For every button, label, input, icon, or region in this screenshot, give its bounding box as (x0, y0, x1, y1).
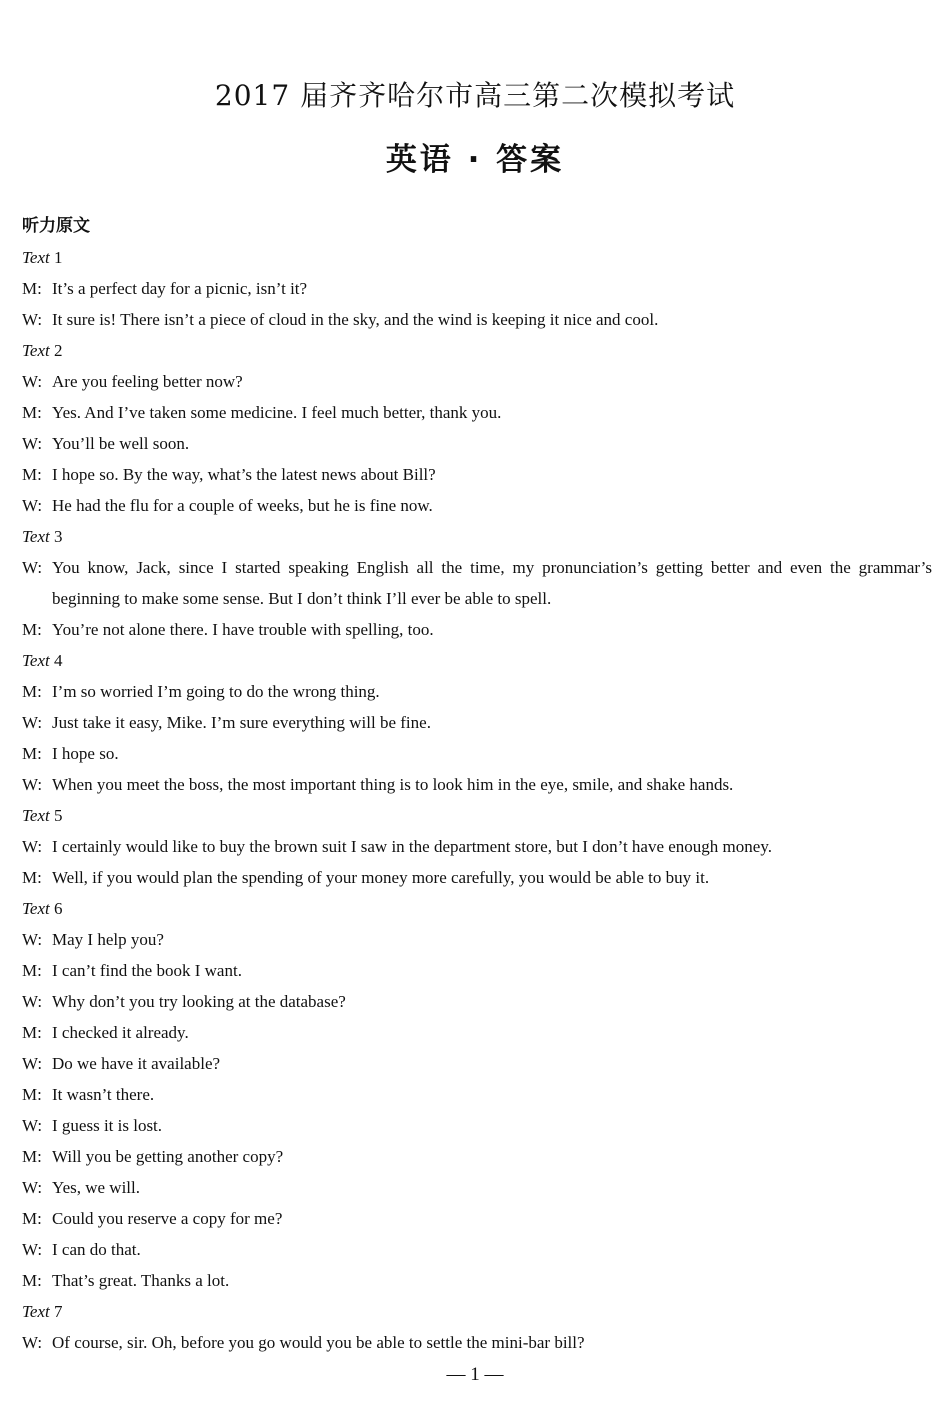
dialogue-text: That’s great. Thanks a lot. (52, 1271, 230, 1290)
dialogue-text: I’m so worried I’m going to do the wrong thing. (52, 682, 380, 701)
dialogue-text: Will you be getting another copy? (52, 1147, 284, 1166)
text-label-number: 4 (53, 651, 63, 670)
dialogue-line (22, 676, 932, 707)
speaker-label: M: (22, 1209, 42, 1228)
document-title: 2017 届齐齐哈尔市高三第二次模拟考试 (214, 79, 736, 112)
text-label-number: 5 (53, 806, 63, 825)
dialogue-text: Could you reserve a copy for me? (52, 1209, 283, 1228)
dialogue-line (22, 428, 932, 459)
dialogue-line (22, 769, 932, 800)
dialogue-line (22, 1141, 932, 1172)
text-label-number: 1 (53, 248, 63, 267)
dialogue-line (22, 738, 932, 769)
dialogue-text: You know, Jack, since I started speaking English all the time, my pronunciation’s getting better and even the grammar’s beginning to make some sense. But I don’t think I’ll ever be able to spell. (52, 558, 932, 608)
speaker-label: M: (22, 1085, 42, 1104)
text-label-word: Text (22, 651, 50, 670)
dialogue-line (22, 397, 932, 428)
dialogue-line (22, 1079, 932, 1110)
speaker-label: W: (22, 434, 43, 453)
text-label (22, 242, 932, 273)
text-label-number: 6 (53, 899, 63, 918)
dialogue-text: I checked it already. (52, 1023, 189, 1042)
speaker-label: W: (22, 837, 43, 856)
dialogue-line (22, 1048, 932, 1079)
dialogue-text: Yes. And I’ve taken some medicine. I feel much better, thank you. (52, 403, 502, 422)
text-label-word: Text (22, 1302, 50, 1321)
text-label-number: 3 (53, 527, 63, 546)
dialogue-text: I guess it is lost. (52, 1116, 163, 1135)
text-label (22, 335, 932, 366)
document-subtitle: 英语 · 答案 (385, 142, 565, 178)
dialogue-text: It’s a perfect day for a picnic, isn’t it? (52, 279, 308, 298)
dialogue-line (22, 986, 932, 1017)
dialogue-line (22, 831, 932, 862)
speaker-label: M: (22, 1271, 42, 1290)
speaker-label: W: (22, 372, 43, 391)
dialogue-line (22, 490, 932, 521)
dialogue-text: Do we have it available? (52, 1054, 221, 1073)
dialogue-line (22, 1017, 932, 1048)
dialogue-text: It sure is! There isn’t a piece of cloud in the sky, and the wind is keeping it nice and cool. (52, 310, 659, 329)
speaker-label: W: (22, 775, 43, 794)
dialogue-text: I can do that. (52, 1240, 141, 1259)
text-label (22, 893, 932, 924)
text-label-word: Text (22, 248, 50, 267)
dialogue-line (22, 1265, 932, 1296)
dialogue-text: I hope so. (52, 744, 119, 763)
dialogue-line (22, 924, 932, 955)
dialogue-line (22, 304, 932, 335)
dialogue-line (22, 1234, 932, 1265)
text-label-word: Text (22, 341, 50, 360)
dialogue-text: You’ll be well soon. (52, 434, 190, 453)
text-label (22, 800, 932, 831)
speaker-label: M: (22, 465, 42, 484)
dialogue-text: Are you feeling better now? (52, 372, 243, 391)
dialogue-line (22, 1110, 932, 1141)
dialogue-line (22, 707, 932, 738)
speaker-label: M: (22, 868, 42, 887)
speaker-label: M: (22, 682, 42, 701)
speaker-label: M: (22, 744, 42, 763)
dialogue-text: It wasn’t there. (52, 1085, 155, 1104)
dialogue-line (22, 862, 932, 893)
speaker-label: W: (22, 1178, 43, 1197)
speaker-label: W: (22, 1054, 43, 1073)
dialogue-text: Well, if you would plan the spending of your money more carefully, you would be able to buy it. (52, 868, 710, 887)
dialogue-line (22, 552, 932, 614)
text-label (22, 1296, 932, 1327)
dialogue-text: Just take it easy, Mike. I’m sure everything will be fine. (52, 713, 431, 732)
dialogue-line (22, 614, 932, 645)
dialogue-line (22, 1172, 932, 1203)
speaker-label: M: (22, 961, 42, 980)
dialogue-line (22, 273, 932, 304)
dialogue-text: You’re not alone there. I have trouble with spelling, too. (52, 620, 434, 639)
speaker-label: M: (22, 1023, 42, 1042)
dialogue-text: I can’t find the book I want. (52, 961, 242, 980)
dialogue-text: When you meet the boss, the most important thing is to look him in the eye, smile, and shake hands. (52, 775, 734, 794)
text-label (22, 645, 932, 676)
text-label-number: 2 (53, 341, 63, 360)
transcript-body (22, 242, 932, 1358)
dialogue-text: He had the flu for a couple of weeks, but he is fine now. (52, 496, 433, 515)
dialogue-text: Yes, we will. (52, 1178, 141, 1197)
listening-transcript-section (22, 211, 932, 1358)
speaker-label: W: (22, 558, 43, 577)
text-label-number: 7 (53, 1302, 63, 1321)
speaker-label: W: (22, 930, 43, 949)
dialogue-text: May I help you? (52, 930, 164, 949)
text-label-word: Text (22, 806, 50, 825)
speaker-label: W: (22, 1116, 43, 1135)
dialogue-line (22, 955, 932, 986)
dialogue-line (22, 366, 932, 397)
speaker-label: W: (22, 1333, 43, 1352)
dialogue-line (22, 459, 932, 490)
speaker-label: W: (22, 310, 43, 329)
speaker-label: W: (22, 496, 43, 515)
speaker-label: M: (22, 279, 42, 298)
text-label (22, 521, 932, 552)
page-number: — 1 — (446, 1364, 504, 1385)
speaker-label: M: (22, 403, 42, 422)
text-label-word: Text (22, 527, 50, 546)
speaker-label: W: (22, 992, 43, 1011)
speaker-label: W: (22, 1240, 43, 1259)
speaker-label: M: (22, 1147, 42, 1166)
dialogue-text: I certainly would like to buy the brown suit I saw in the department store, but I don’t have enough money. (52, 837, 772, 856)
dialogue-line (22, 1327, 932, 1358)
speaker-label: M: (22, 620, 42, 639)
section-heading: 听力原文 (22, 216, 90, 236)
dialogue-text: Of course, sir. Oh, before you go would you be able to settle the mini-bar bill? (52, 1333, 585, 1352)
speaker-label: W: (22, 713, 43, 732)
dialogue-line (22, 1203, 932, 1234)
dialogue-text: Why don’t you try looking at the database? (52, 992, 346, 1011)
text-label-word: Text (22, 899, 50, 918)
dialogue-text: I hope so. By the way, what’s the latest news about Bill? (52, 465, 436, 484)
